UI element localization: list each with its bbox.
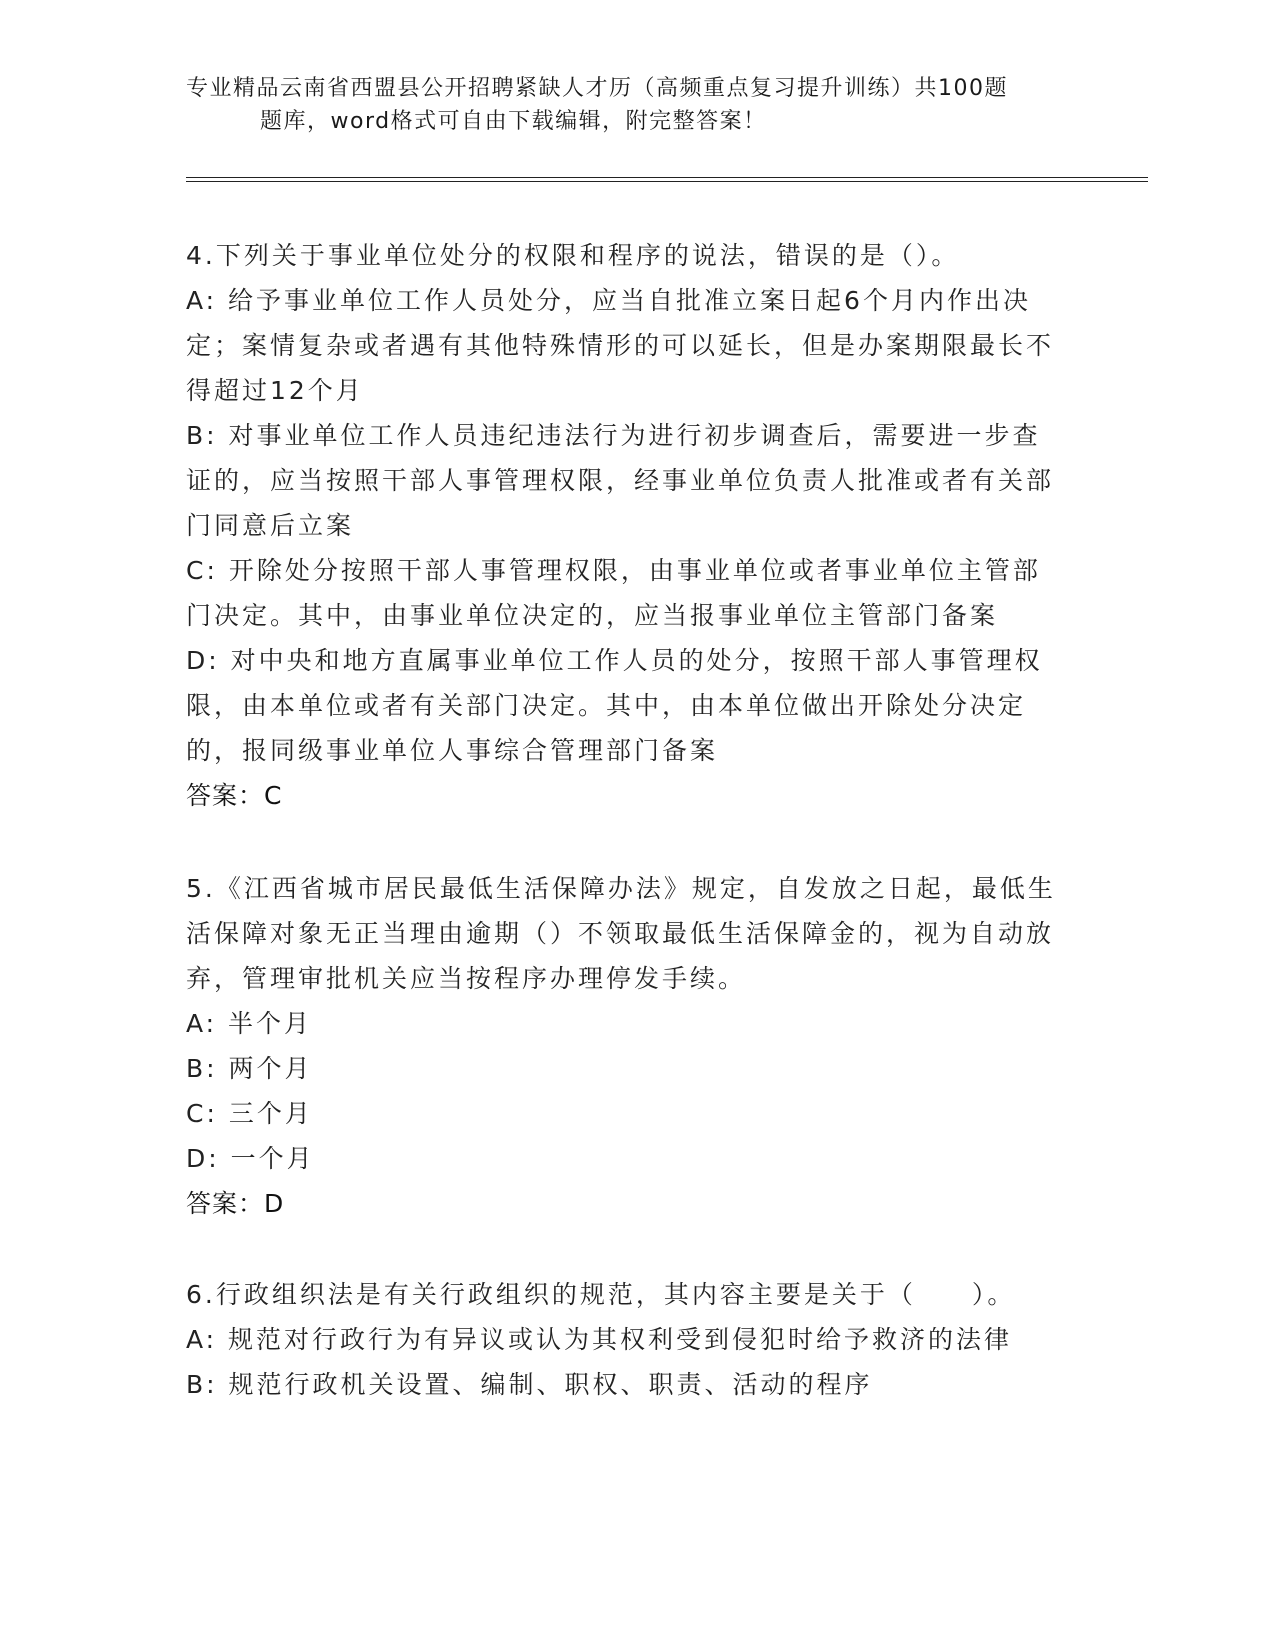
option-b: B: 对事业单位工作人员违纪违法行为进行初步调查后，需要进一步查证的，应当按照干部人事管理权限，经事业单位负责人批准或者有关部门同意后立案 bbox=[186, 421, 1055, 540]
question-stem: 4.下列关于事业单位处分的权限和程序的说法，错误的是（）。 bbox=[186, 241, 960, 270]
answer-line: 答案：D bbox=[186, 1189, 285, 1218]
header-divider-bottom bbox=[186, 181, 1148, 182]
option-a: A: 规范对行政行为有异议或认为其权利受到侵犯时给予救济的法律 bbox=[186, 1325, 1013, 1354]
question-stem: 6.行政组织法是有关行政组织的规范，其内容主要是关于（ ）。 bbox=[186, 1280, 1016, 1309]
document-header bbox=[186, 72, 1066, 138]
option-d: D: 一个月 bbox=[186, 1144, 315, 1173]
option-a: A: 半个月 bbox=[186, 1009, 313, 1038]
answer-line: 答案：C bbox=[186, 781, 283, 810]
option-a: A: 给予事业单位工作人员处分，应当自批准立案日起6个月内作出决定；案情复杂或者遇有其他特殊情形的可以延长，但是办案期限最长不得超过12个月 bbox=[186, 286, 1055, 405]
option-c: C: 三个月 bbox=[186, 1099, 313, 1128]
option-b: B: 规范行政机关设置、编制、职权、职责、活动的程序 bbox=[186, 1370, 873, 1399]
option-d: D: 对中央和地方直属事业单位工作人员的处分，按照干部人事管理权限，由本单位或者有关部门决定。其中，由本单位做出开除处分决定的，报同级事业单位人事综合管理部门备案 bbox=[186, 646, 1043, 765]
question-4 bbox=[186, 233, 1066, 818]
question-5 bbox=[186, 866, 1066, 1226]
header-divider-top bbox=[186, 177, 1148, 178]
option-c: C: 开除处分按照干部人事管理权限，由事业单位或者事业单位主管部门决定。其中，由事业单位决定的，应当报事业单位主管部门备案 bbox=[186, 556, 1041, 630]
question-6 bbox=[186, 1272, 1066, 1407]
question-stem: 5.《江西省城市居民最低生活保障办法》规定，自发放之日起，最低生活保障对象无正当理由逾期（）不领取最低生活保障金的，视为自动放弃，管理审批机关应当按程序办理停发手续。 bbox=[186, 874, 1056, 993]
header-title-line-2: 题库，word格式可自由下载编辑，附完整答案！ bbox=[260, 109, 767, 134]
header-title-line-1: 专业精品云南省西盟县公开招聘紧缺人才历（高频重点复习提升训练）共100题 bbox=[186, 76, 1008, 101]
option-b: B: 两个月 bbox=[186, 1054, 313, 1083]
